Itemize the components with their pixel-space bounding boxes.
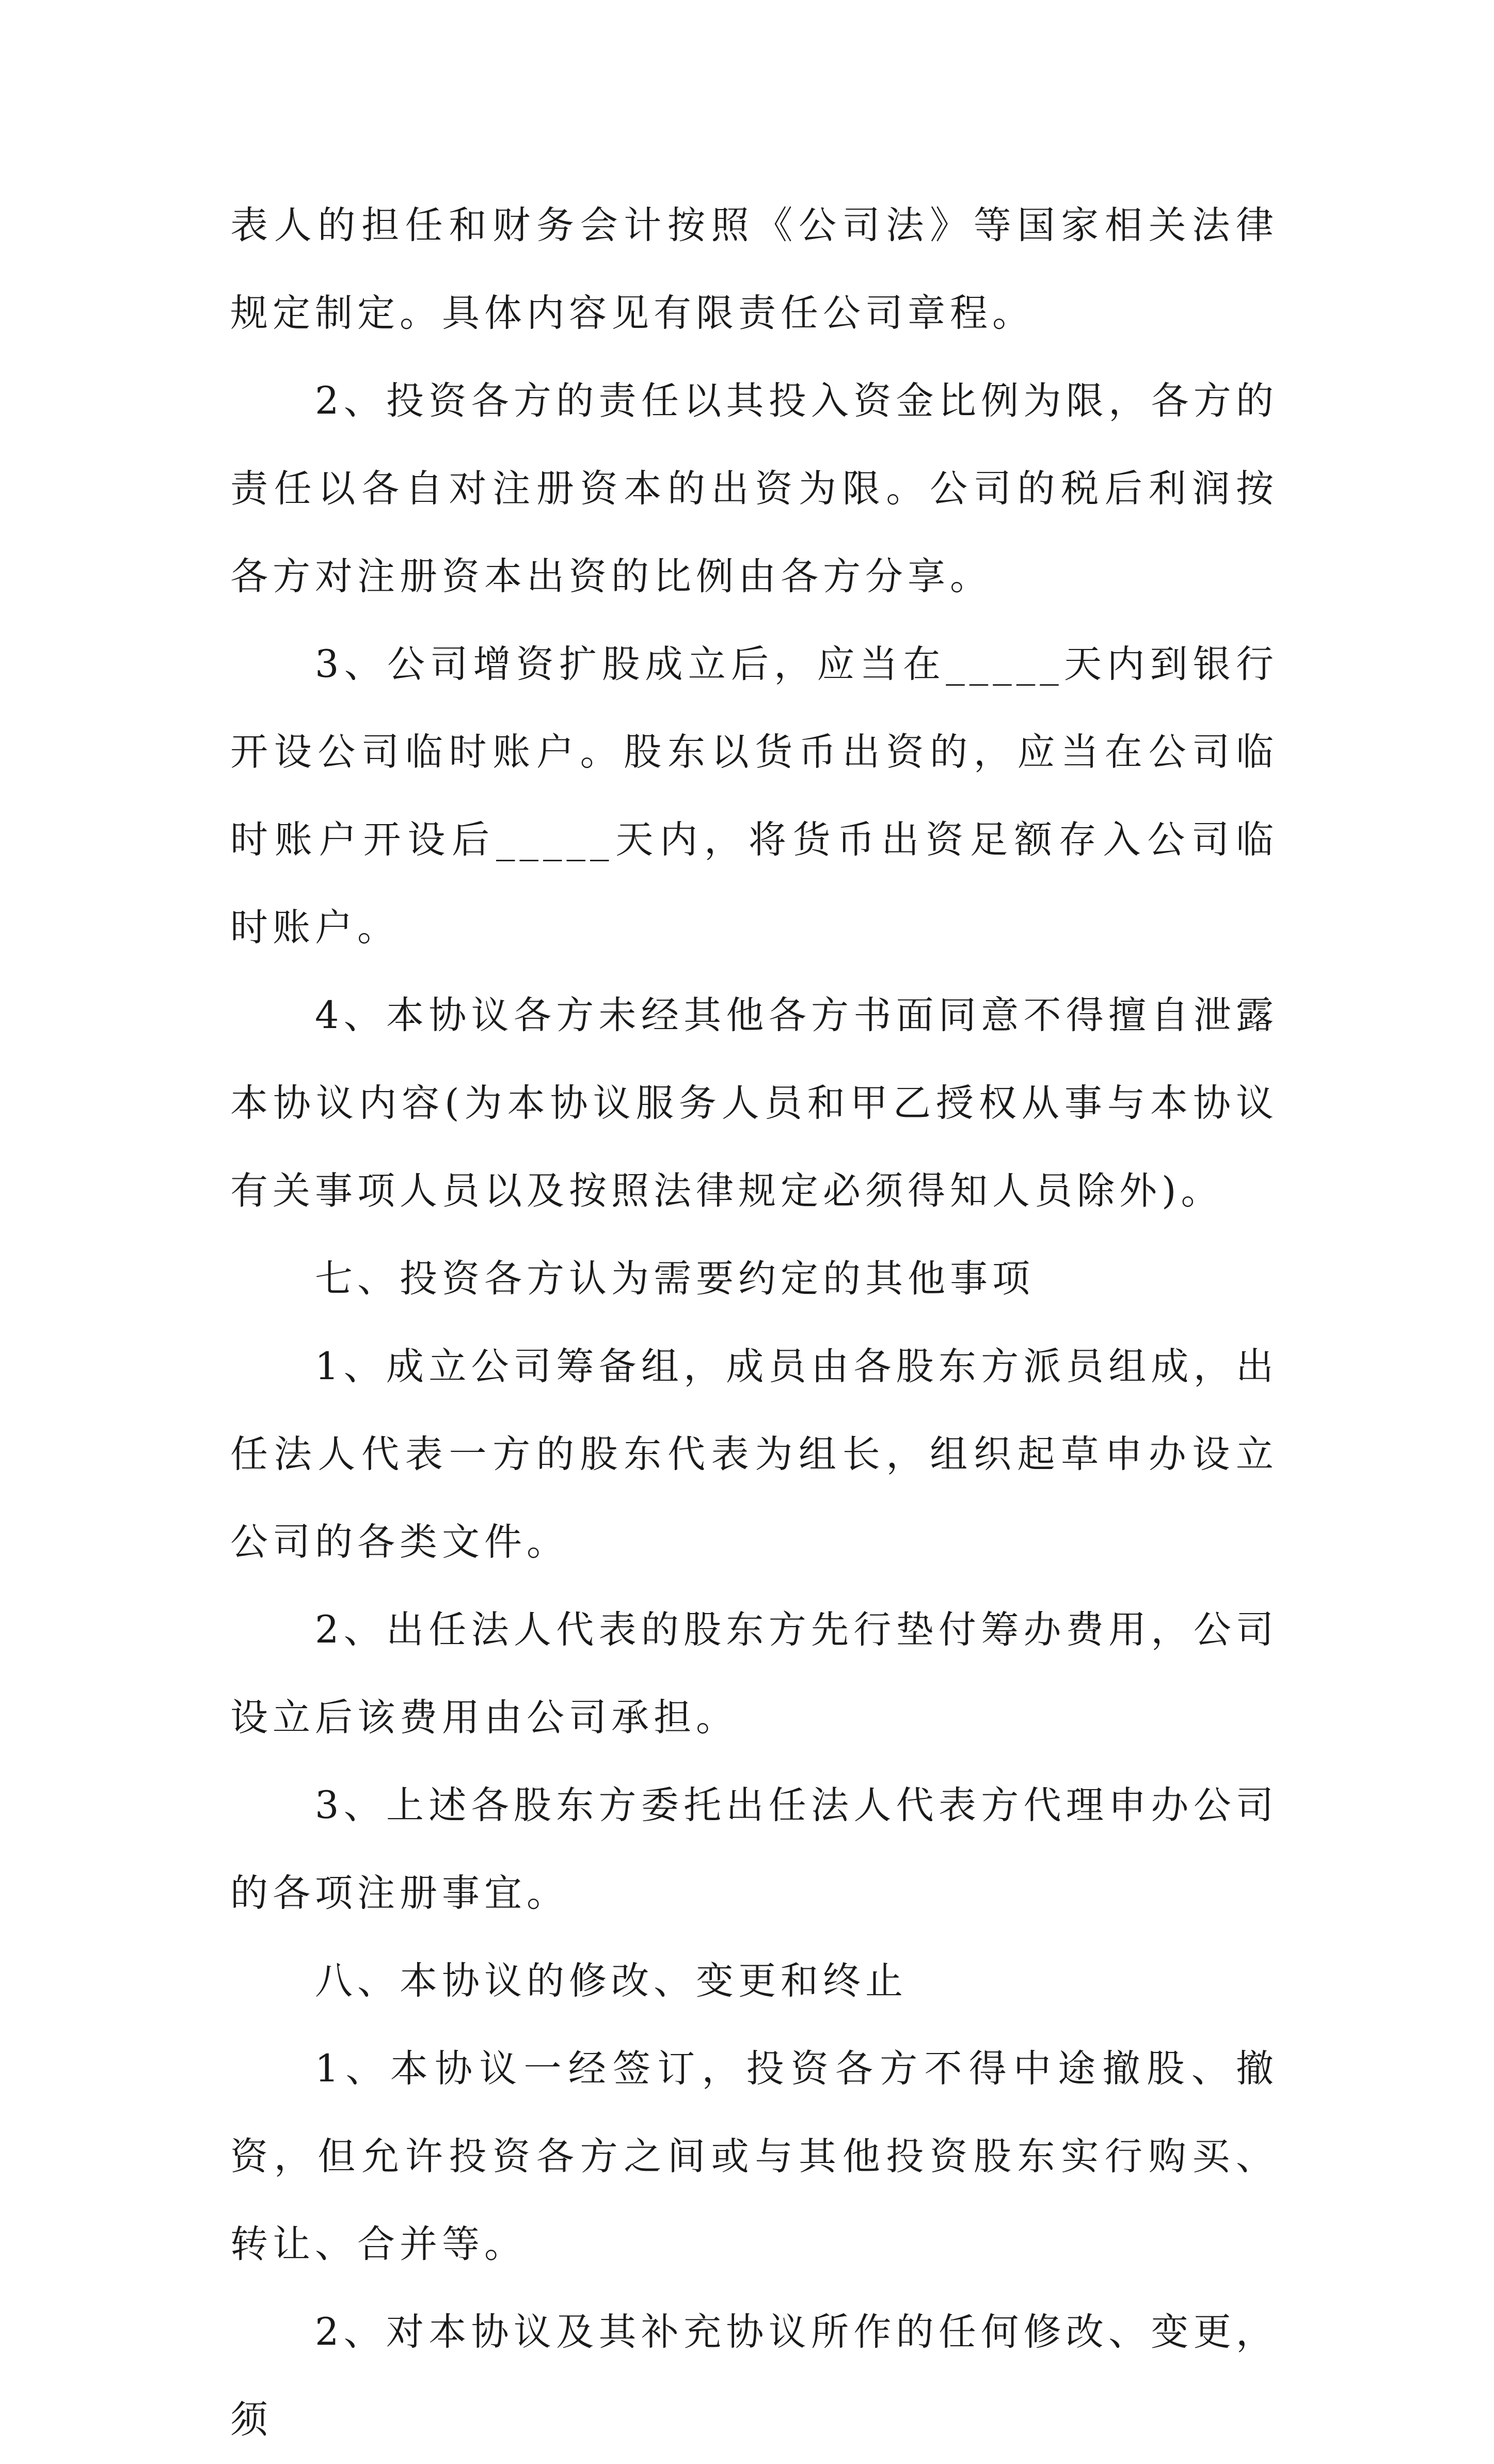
document-body: [230, 182, 1278, 2464]
paragraph-7: 3、上述各股东方委托出任法人代表方代理申办公司的各项注册事宜。: [230, 1783, 1278, 1915]
paragraph-5: 1、成立公司筹备组，成员由各股东方派员组成，出任法人代表一方的股东代表为组长，组织起草申办设立公司的各类文件。: [230, 1345, 1278, 1564]
paragraph-1: 表人的担任和财务会计按照《公司法》等国家相关法律规定制定。具体内容见有限责任公司章程。: [230, 203, 1278, 335]
paragraph-6: 2、出任法人代表的股东方先行垫付筹办费用，公司设立后该费用由公司承担。: [230, 1608, 1278, 1740]
section-heading-8: 八、本协议的修改、变更和终止: [315, 1959, 908, 2003]
paragraph-3: 3、公司增资扩股成立后，应当在_____天内到银行开设公司临时账户。股东以货币出资的，应当在公司临时账户开设后_____天内，将货币出资足额存入公司临时账户。: [230, 642, 1278, 950]
paragraph-9: 2、对本协议及其补充协议所作的任何修改、变更，须: [230, 2310, 1278, 2442]
paragraph-4: 4、本协议各方未经其他各方书面同意不得擅自泄露本协议内容(为本协议服务人员和甲乙授权从事与本协议有关事项人员以及按照法律规定必须得知人员除外)。: [230, 993, 1278, 1213]
paragraph-8: 1、本协议一经签订，投资各方不得中途撤股、撤资，但允许投资各方之间或与其他投资股东实行购买、转让、合并等。: [230, 2047, 1278, 2266]
section-heading-7: 七、投资各方认为需要约定的其他事项: [315, 1257, 1035, 1301]
paragraph-2: 2、投资各方的责任以其投入资金比例为限，各方的责任以各自对注册资本的出资为限。公司的税后利润按各方对注册资本出资的比例由各方分享。: [230, 379, 1278, 598]
